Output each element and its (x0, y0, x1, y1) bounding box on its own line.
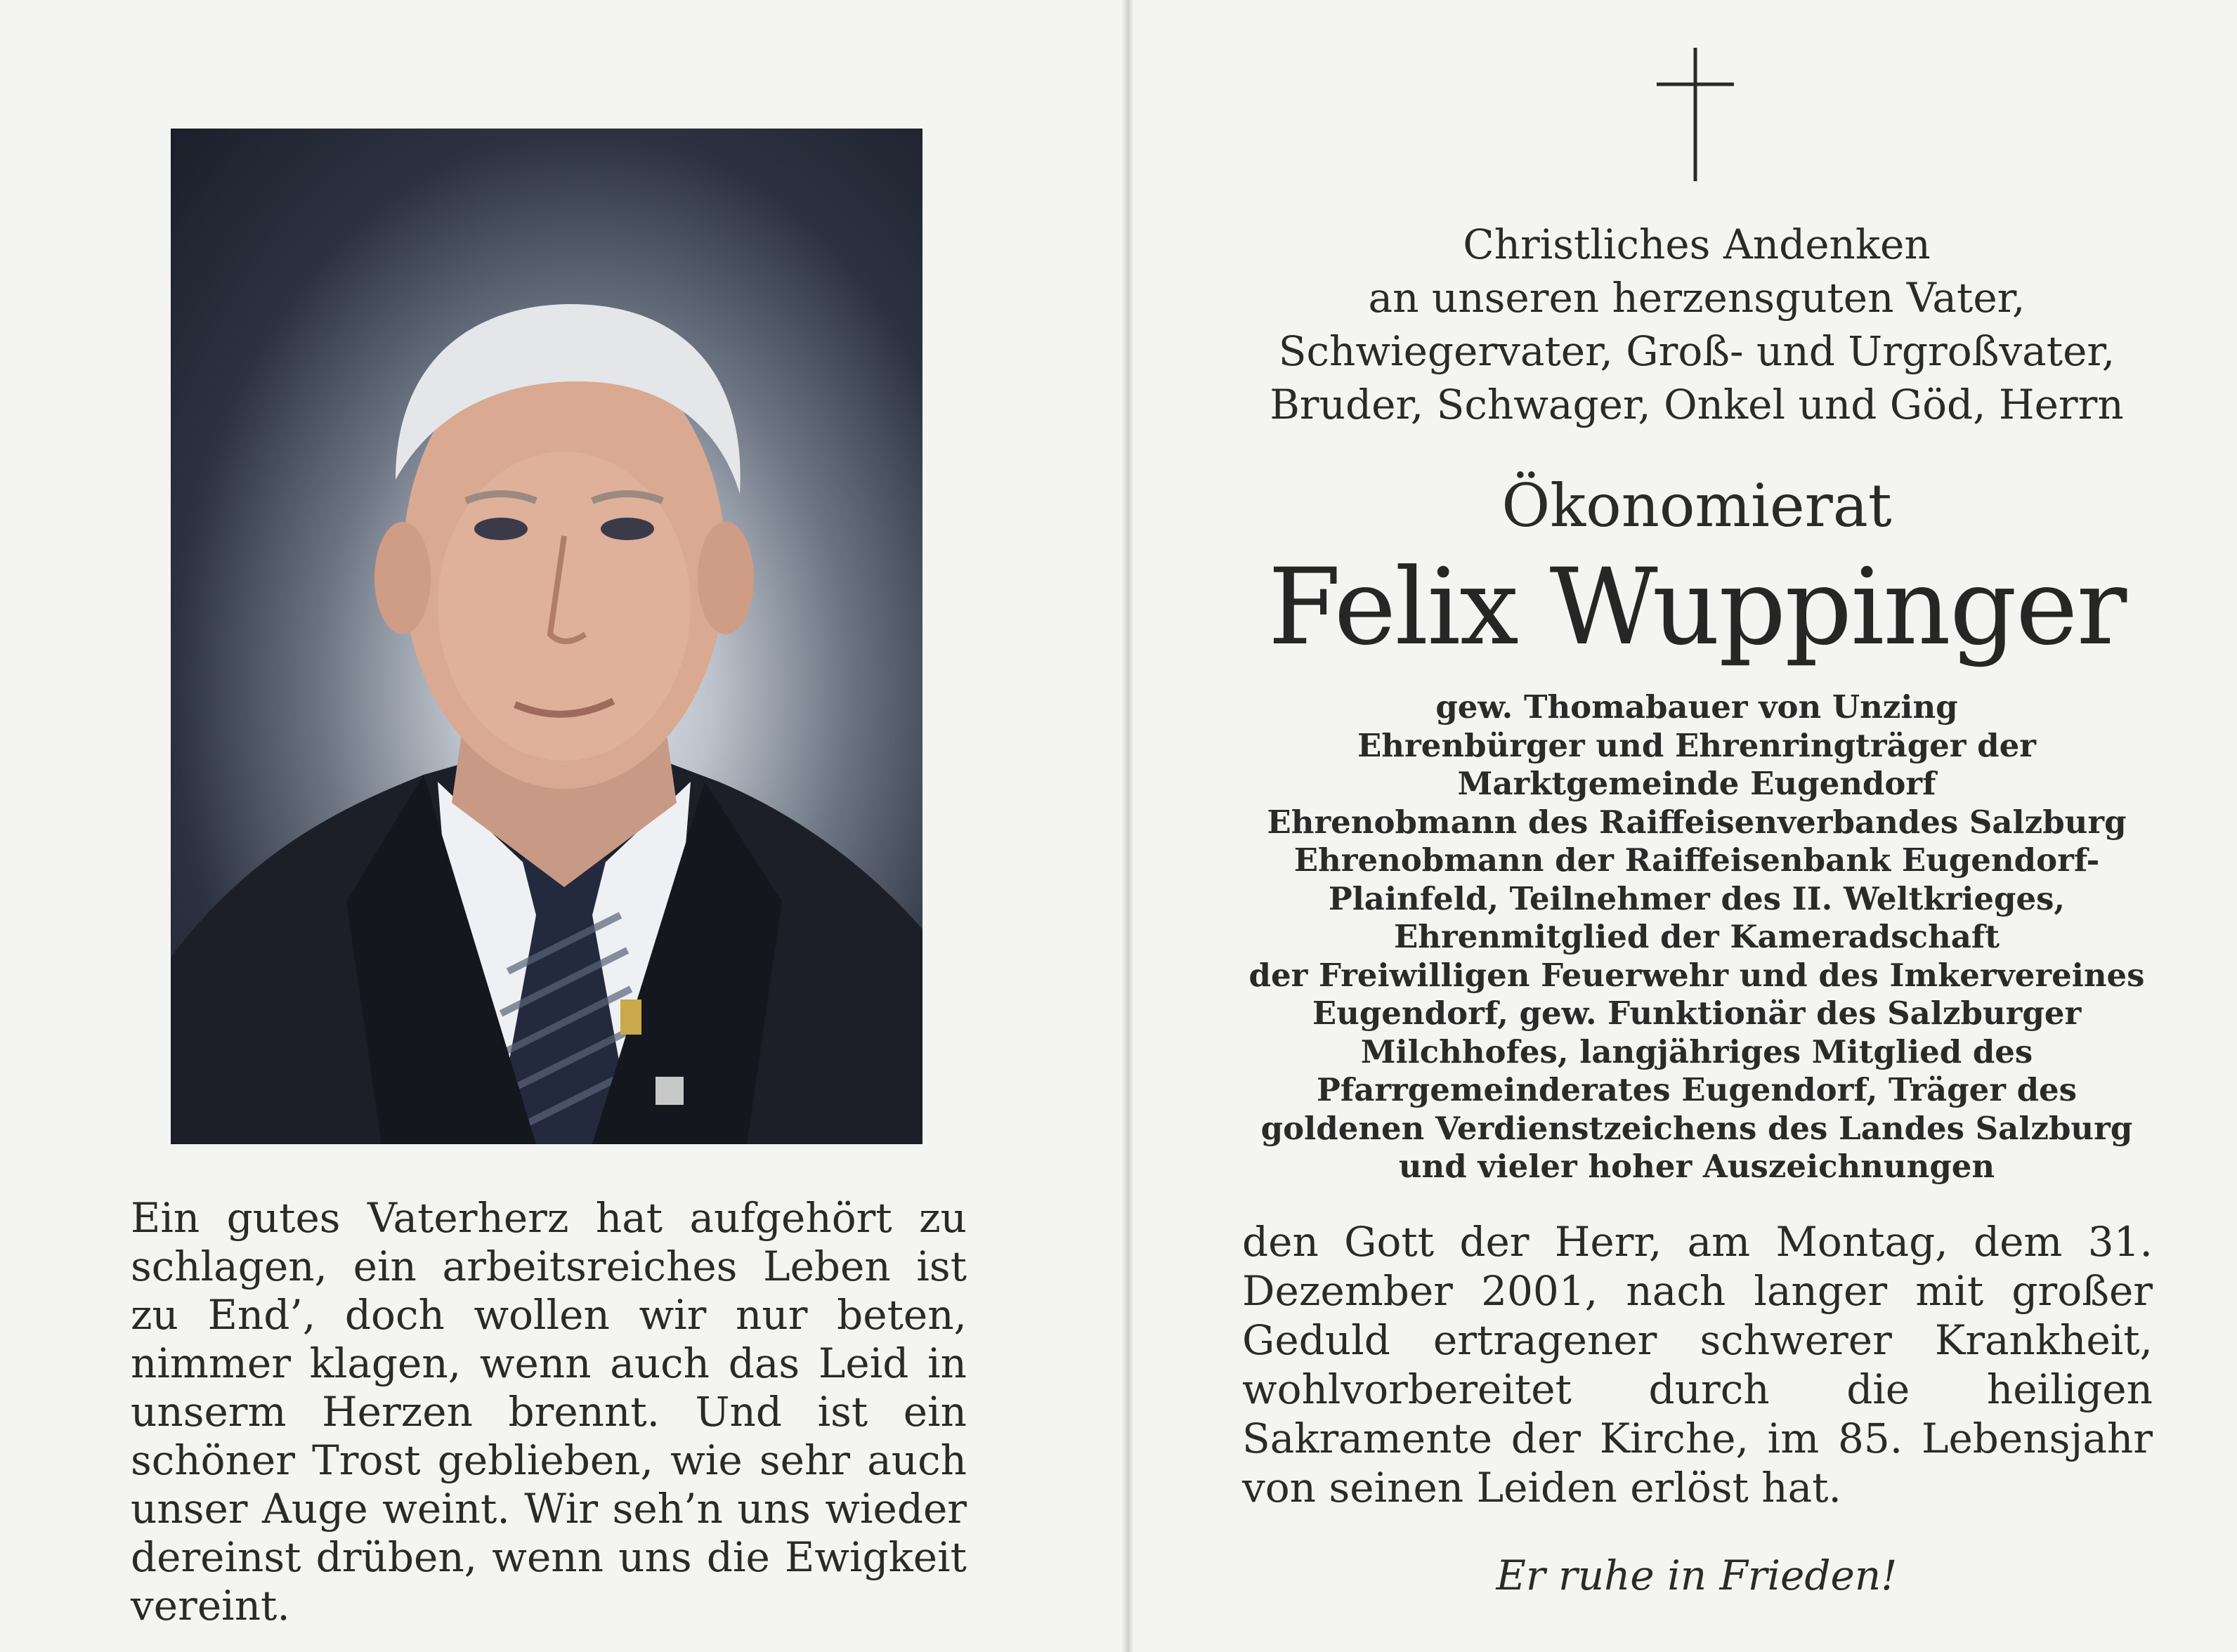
honorary-title: Ökonomierat (1501, 471, 1892, 540)
deceased-name: Felix Wuppinger (1267, 546, 2126, 669)
intro-line: Christliches Andenken (1463, 221, 1931, 268)
honor-line: goldenen Verdienstzeichens des Landes Salzburg (1260, 1109, 2133, 1147)
honor-line: gew. Thomabauer von Unzing (1435, 688, 1958, 726)
honor-line: der Freiwilligen Feuerwehr und des Imkervereines (1248, 956, 2145, 994)
intro-text (1237, 218, 2157, 431)
honor-line: Pfarrgemeinderates Eugendorf, Träger des (1317, 1071, 2077, 1108)
closing-blessing: Er ruhe in Frieden! (1496, 1552, 1898, 1599)
intro-line: Bruder, Schwager, Onkel und Göd, Herrn (1270, 381, 2124, 428)
honor-line: Plainfeld, Teilnehmer des II. Weltkrieges, (1328, 879, 2066, 917)
honors-list (1237, 688, 2157, 1186)
honor-line: Ehrenbürger und Ehrenringträger der (1357, 726, 2036, 764)
latin-cross-icon (1657, 48, 1734, 181)
death-notice: den Gott der Herr, am Montag, dem 31. Dezember 2001, nach langer mit großer Geduld ertragener schwerer Krankheit, wohlvorbereitet durch die heiligen Sakramente der Kirche, im 85. Lebensjahr von seinen Leiden erlöst hat. (1242, 1218, 2153, 1512)
intro-line: an unseren herzensguten Vater, (1368, 274, 2026, 322)
portrait-illustration (171, 129, 922, 1144)
honor-line: Ehrenmitglied der Kameradschaft (1393, 918, 2000, 955)
honor-line: Ehrenobmann des Raiffeisenverbandes Salzburg (1267, 803, 2127, 841)
honor-line: und vieler hoher Auszeichnungen (1398, 1148, 1995, 1185)
intro-line: Schwiegervater, Groß- und Urgroßvater, (1278, 327, 2115, 375)
honor-line: Ehrenobmann der Raiffeisenbank Eugendorf- (1293, 841, 2100, 879)
honor-line: Eugendorf, gew. Funktionär des Salzburger (1312, 995, 2082, 1032)
poem-text: Ein gutes Vaterherz hat aufgehört zu schlagen, ein arbeitsreiches Leben ist zu End’, doch wollen wir nur beten, nimmer klagen, wenn auch das Leid in unserm Herzen brennt. Und ist ein schöner Trost geblieben, wie sehr auch unser Auge weint. Wir seh’n uns wieder dereinst drüben, wenn uns die Ewigkeit vereint. (131, 1194, 967, 1630)
portrait-photo (171, 129, 922, 1144)
honor-line: Milchhofes, langjähriges Mitglied des (1360, 1032, 2033, 1070)
honor-line: Marktgemeinde Eugendorf (1457, 765, 1936, 802)
